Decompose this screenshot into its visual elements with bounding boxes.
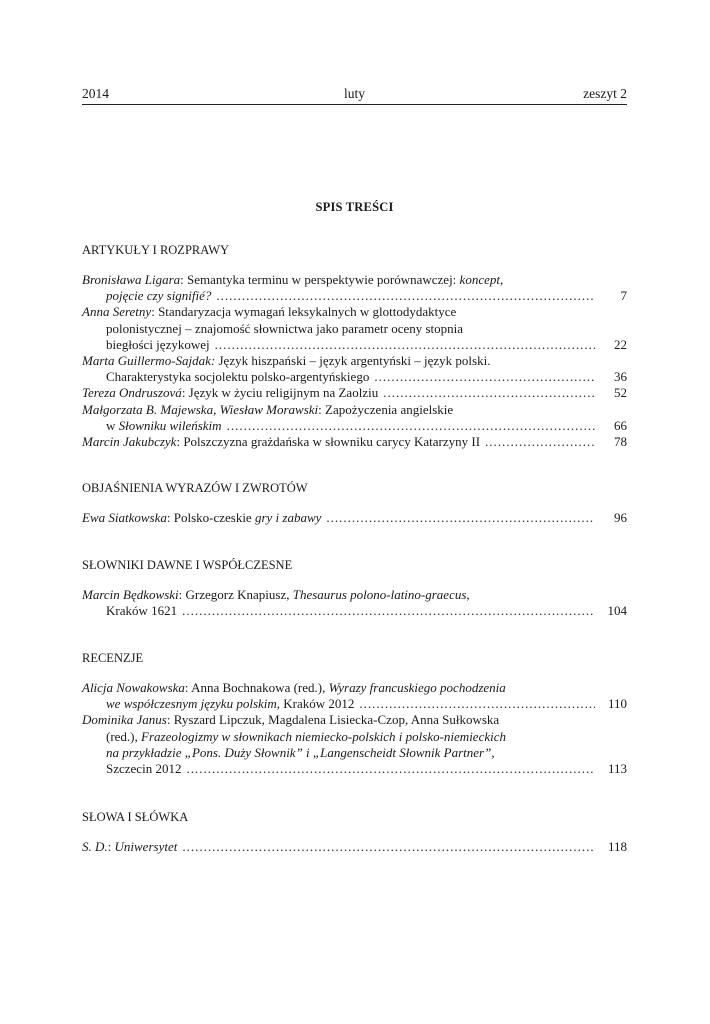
entry-text-italic: gry i zabawy [254, 510, 322, 525]
entry-text [82, 510, 321, 526]
toc-entries [82, 839, 627, 855]
entry-text-italic: Słowniku wileńskim [118, 417, 222, 433]
section-heading: SŁOWNIKI DAWNE I WSPÓŁCZESNE [82, 558, 293, 572]
toc-entry [82, 587, 627, 619]
toc-section [82, 807, 627, 855]
entry-text [82, 272, 503, 287]
entry-text [106, 696, 354, 712]
toc-entries [82, 272, 627, 450]
entry-text-segment: (red.), [106, 728, 142, 744]
entry-text [106, 337, 210, 353]
dot-leader [186, 761, 595, 777]
entry-text-segment: Kraków 1621 [106, 603, 178, 619]
page-number: 78 [614, 434, 627, 450]
entry-text-italic: Anna Seretny [82, 304, 152, 320]
entry-text-italic: Wyrazy francuskiego pochodzenia [328, 680, 506, 695]
entry-text-segment: Język hiszpański – język argentyński – język polski. [215, 353, 491, 369]
entry-text-segment: Charakterystyka socjolektu polsko-argentyńskiego [106, 369, 370, 385]
entry-text-segment: : Język w życiu religijnym na Zaolziu [181, 385, 379, 401]
entry-line [82, 603, 627, 619]
entry-text-italic: koncept, [459, 272, 504, 287]
entry-text-italic: Bronisława Ligara [82, 272, 181, 287]
entry-text-italic: Thesaurus polono-latino-graecus [292, 587, 467, 602]
entry-text [82, 353, 490, 368]
entry-text-segment: : [107, 839, 115, 854]
toc-entries [82, 680, 627, 777]
page-number: 110 [607, 696, 627, 712]
toc-entry [82, 712, 627, 777]
page-number: 36 [614, 369, 627, 385]
entry-line [82, 353, 627, 369]
entry-line [82, 434, 627, 450]
entry-text-segment: biegłości językowej [106, 336, 210, 352]
toc-entry [82, 353, 627, 385]
entry-line [82, 402, 627, 418]
entry-text [82, 385, 378, 401]
entry-line [82, 729, 627, 745]
entry-line [82, 839, 627, 855]
toc-section [82, 648, 627, 777]
entry-text [106, 418, 222, 434]
entry-text-segment: w [106, 417, 119, 433]
entry-text-segment: , [491, 744, 495, 760]
entry-text [82, 680, 506, 695]
toc-entry [82, 272, 627, 304]
entry-line [82, 587, 627, 603]
entry-text-segment: : Polszczyzna grażdańska w słowniku carycy Katarzyny II [176, 434, 481, 450]
toc-section [82, 240, 627, 450]
entry-text [82, 304, 456, 319]
entry-text-italic: Marta Guillermo-Sajdak: [82, 353, 216, 369]
toc-entries [82, 510, 627, 526]
entry-line [82, 304, 627, 320]
dot-leader [374, 369, 595, 385]
entry-line [82, 510, 627, 526]
entry-text-segment: : Ryszard Lipczuk, Magdalena Lisiecka-Czop, Anna Sułkowska [166, 712, 500, 728]
entry-line [82, 418, 627, 434]
section-heading: SŁOWA I SŁÓWKA [82, 810, 189, 824]
header-issue: zeszyt 2 [583, 86, 627, 101]
entry-text-segment: : Grzegorz Knapiusz, [178, 587, 293, 602]
entry-text-segment: : Polsko-czeskie [166, 510, 255, 525]
entry-text-segment: , Kraków 2012 [276, 696, 355, 712]
dot-leader [383, 385, 595, 401]
entry-text-italic: na przykładzie „Pons. Duży Słownik” i „Langenscheidt Słownik Partner” [106, 744, 492, 760]
entry-text-italic: pojęcie czy signifié? [106, 288, 212, 304]
entry-text [106, 321, 463, 336]
entry-text [106, 369, 369, 385]
entry-line [82, 385, 627, 401]
running-header [82, 86, 627, 105]
entry-text [106, 729, 506, 744]
toc-entry [82, 402, 627, 434]
toc-entry [82, 510, 627, 526]
entry-text-segment: , [466, 587, 470, 602]
page-number: 96 [614, 510, 627, 525]
toc-section [82, 478, 627, 526]
toc-section [82, 555, 627, 619]
entry-text-italic: Alicja Nowakowska [82, 680, 185, 695]
page-number: 22 [614, 336, 627, 352]
toc-entries [82, 587, 627, 619]
entry-text [82, 712, 499, 727]
entry-line [82, 761, 627, 777]
toc-entry [82, 434, 627, 450]
entry-text [82, 839, 177, 855]
entry-text-italic: we współczesnym języku polskim [106, 696, 277, 712]
page-number: 104 [607, 603, 627, 619]
entry-text-italic: Marcin Będkowski [82, 587, 179, 602]
entry-text-segment: : Semantyka terminu w perspektywie porównawczej: [180, 272, 460, 287]
dot-leader [215, 337, 595, 353]
toc-entry [82, 385, 627, 401]
toc-title: SPIS TREŚCI [315, 200, 394, 214]
entry-text [106, 603, 177, 619]
section-heading: OBJAŚNIENIA WYRAZÓW I ZWROTÓW [82, 481, 308, 495]
entry-line [82, 696, 627, 712]
entry-line [82, 337, 627, 353]
dot-leader [485, 434, 595, 450]
entry-line [82, 321, 627, 337]
header-year: 2014 [82, 86, 109, 101]
entry-text [82, 434, 480, 450]
entry-line [82, 288, 627, 304]
entry-text-segment: polonistycznej – znajomość słownictwa jako parametr oceny stopnia [106, 320, 464, 336]
entry-line [82, 745, 627, 761]
page-number: 66 [614, 417, 627, 433]
entry-text [82, 402, 453, 417]
entry-text [82, 587, 470, 602]
page-number: 118 [607, 839, 627, 854]
entry-text-italic: Tereza Ondruszová [82, 385, 182, 401]
entry-text-segment: : Standaryzacja wymagań leksykalnych w glottodydaktyce [151, 304, 457, 320]
toc-entry [82, 839, 627, 855]
entry-text-italic: Marcin Jakubczyk [82, 434, 177, 450]
entry-text-italic: Ewa Siatkowska [82, 510, 167, 525]
entry-text-italic: Frazeologizmy w słownikach niemiecko-polskich i polsko-niemieckich [141, 728, 506, 744]
page-number: 7 [620, 288, 627, 304]
entry-text [106, 288, 211, 304]
dot-leader [227, 418, 595, 434]
section-heading: RECENZJE [82, 651, 144, 665]
entry-text-segment: : Anna Bochnakowa (red.), [184, 680, 329, 695]
entry-line [82, 272, 627, 288]
page-number: 113 [607, 761, 627, 777]
entry-text-italic: Małgorzata B. Majewska, Wiesław Morawski [82, 401, 319, 417]
entry-text-italic: Uniwersytet [114, 839, 178, 854]
entry-line [82, 369, 627, 385]
entry-text-italic: S. D. [82, 839, 108, 854]
dot-leader [182, 603, 595, 619]
toc-entry [82, 304, 627, 353]
entry-line [82, 680, 627, 696]
entry-text [106, 745, 495, 760]
dot-leader [359, 696, 595, 712]
entry-text [106, 761, 181, 777]
dot-leader [182, 839, 595, 855]
dot-leader [326, 510, 595, 526]
entry-text-italic: Dominika Janus [82, 712, 167, 728]
entry-text-segment: Szczecin 2012 [106, 761, 182, 777]
section-heading: ARTYKUŁY I ROZPRAWY [82, 243, 230, 257]
entry-line [82, 712, 627, 728]
entry-text-segment: : Zapożyczenia angielskie [318, 401, 454, 417]
dot-leader [216, 288, 595, 304]
document-page [82, 0, 627, 1024]
toc-entry [82, 680, 627, 712]
header-month: luty [343, 86, 365, 101]
page-number: 52 [614, 385, 627, 401]
